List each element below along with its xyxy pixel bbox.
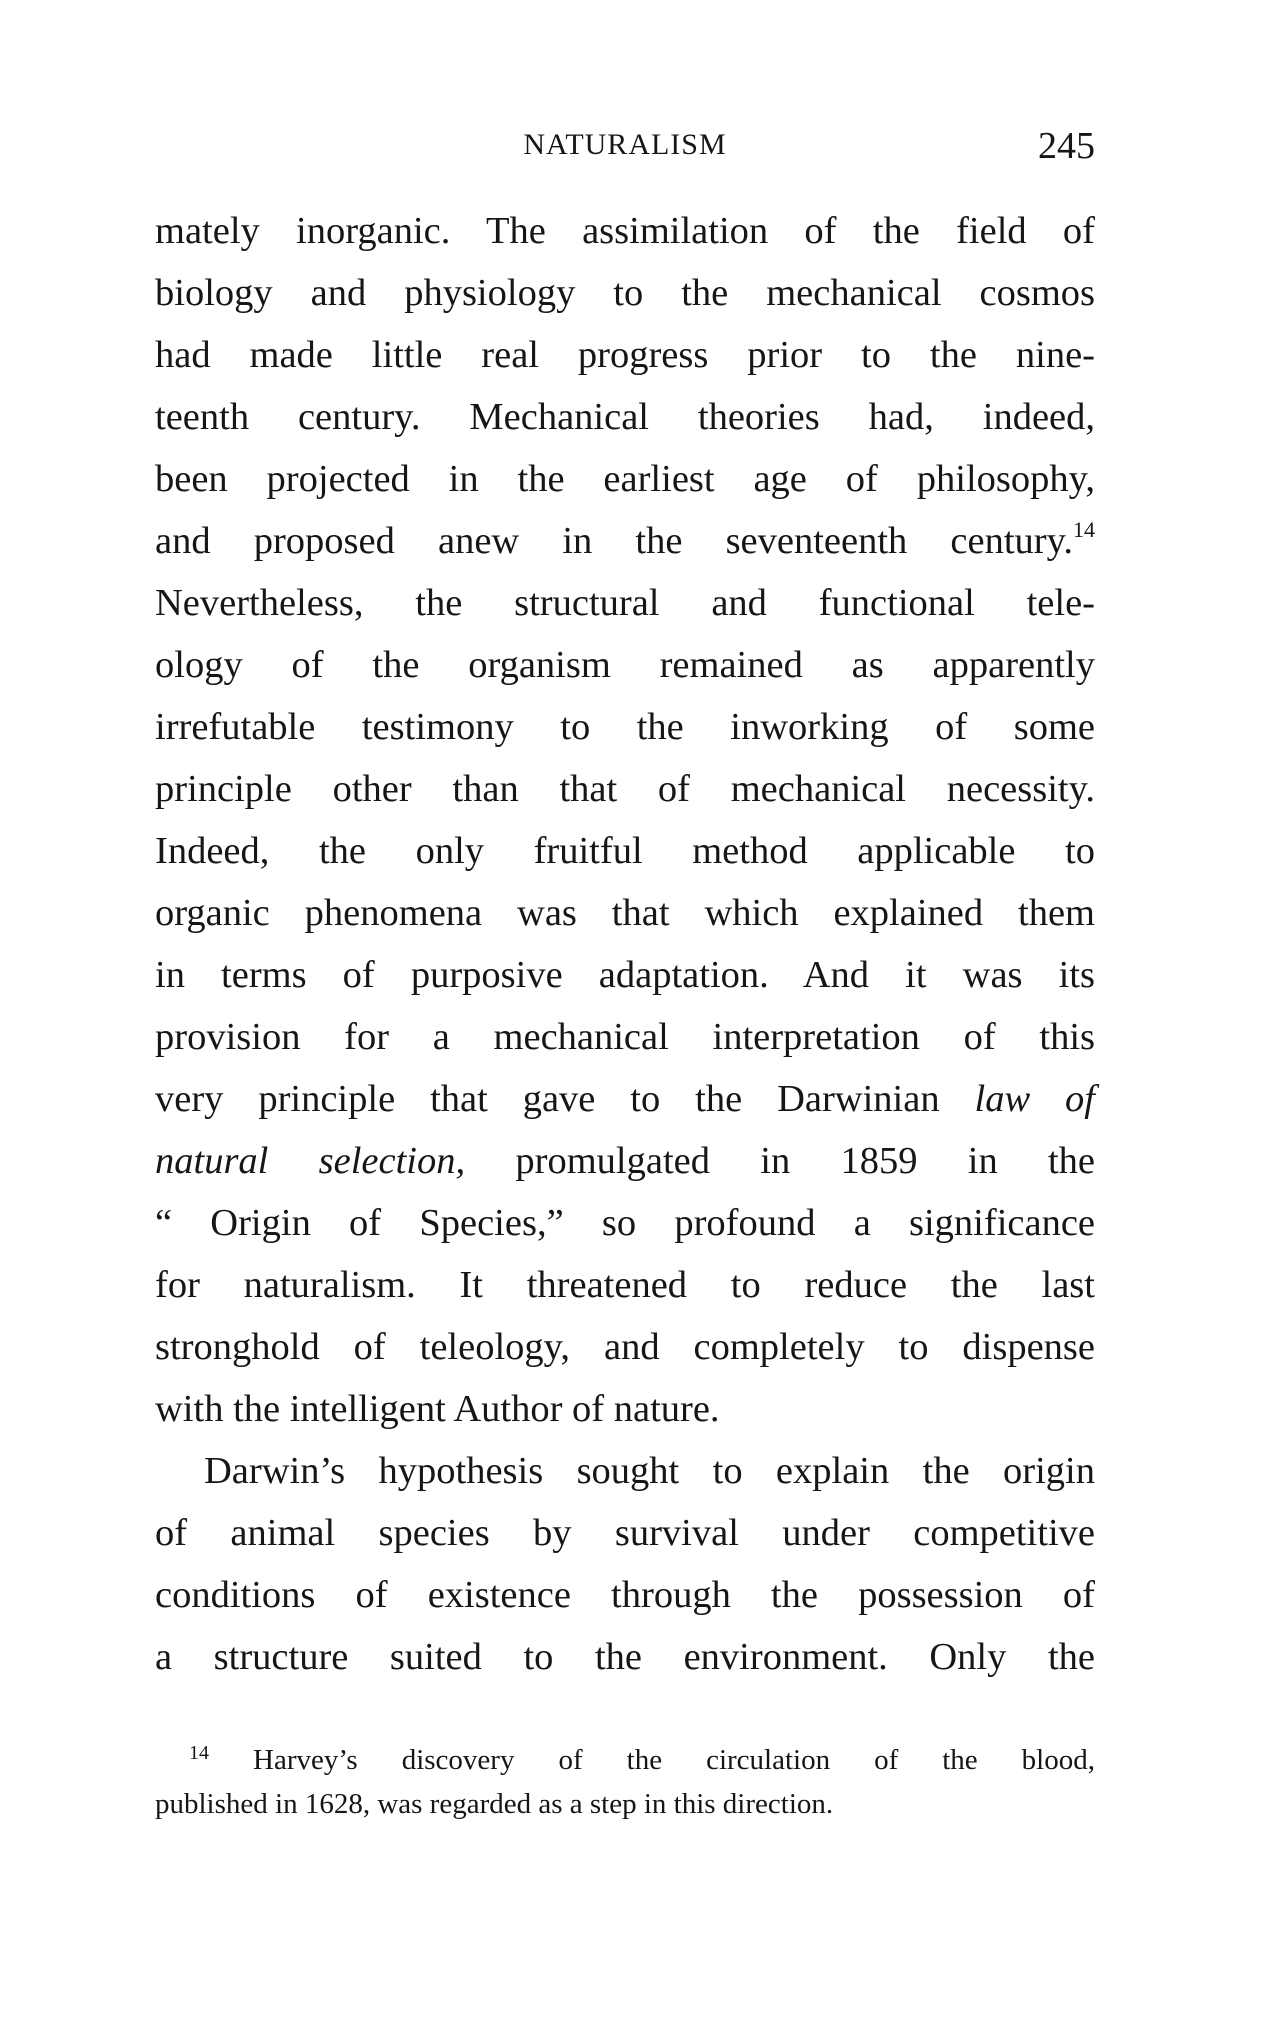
footnote-line xyxy=(155,1738,1095,1782)
text-line: ology of the organism remained as apparently xyxy=(155,644,1095,686)
text-line: conditions of existence through the possession of xyxy=(155,1574,1095,1616)
text-line: Indeed, the only fruitful method applicable to xyxy=(155,830,1095,872)
footnote-text: Harvey’s discovery of the circulation of the blood, xyxy=(253,1744,1095,1776)
italic-term: law of xyxy=(974,1078,1095,1120)
running-head xyxy=(155,125,1095,168)
text-line xyxy=(155,1068,1095,1130)
text-line xyxy=(155,510,1095,572)
text-line: a structure suited to the environment. Only the xyxy=(155,1636,1095,1678)
italic-term: natural selection, xyxy=(155,1140,466,1182)
running-title: NATURALISM xyxy=(523,128,727,161)
text-line: for naturalism. It threatened to reduce the last xyxy=(155,1264,1095,1306)
text-line: had made little real progress prior to the nine- xyxy=(155,334,1095,376)
page-number: 245 xyxy=(1038,125,1095,167)
text-line: stronghold of teleology, and completely to dispense xyxy=(155,1326,1095,1368)
text-line xyxy=(155,1130,1095,1192)
text-line: with the intelligent Author of nature. xyxy=(155,1388,720,1430)
text-line: provision for a mechanical interpretation of this xyxy=(155,1016,1095,1058)
text-line: teenth century. Mechanical theories had, indeed, xyxy=(155,396,1095,438)
footnote-line: published in 1628, was regarded as a step in this direction. xyxy=(155,1788,834,1820)
footnote xyxy=(155,1738,1095,1826)
text-line-content: very principle that gave to the Darwinian xyxy=(155,1078,975,1120)
text-line: principle other than that of mechanical necessity. xyxy=(155,768,1095,810)
footnote-mark: 14 xyxy=(189,1742,209,1764)
text-line: biology and physiology to the mechanical cosmos xyxy=(155,272,1095,314)
text-line-content: promulgated in 1859 in the xyxy=(465,1140,1096,1182)
text-line: Darwin’s hypothesis sought to explain the origin xyxy=(204,1450,1095,1492)
text-line-content: and proposed anew in the seventeenth century. xyxy=(155,520,1073,562)
text-line: irrefutable testimony to the inworking of some xyxy=(155,706,1095,748)
footnote-reference: 14 xyxy=(1073,517,1095,542)
text-line: mately inorganic. The assimilation of the field of xyxy=(155,210,1095,252)
text-line: been projected in the earliest age of philosophy, xyxy=(155,458,1095,500)
text-line: of animal species by survival under competitive xyxy=(155,1512,1095,1554)
text-line: in terms of purposive adaptation. And it was its xyxy=(155,954,1095,996)
body-text xyxy=(155,200,1095,1688)
text-line: Nevertheless, the structural and functional tele- xyxy=(155,582,1095,624)
text-line: “ Origin of Species,” so profound a significance xyxy=(155,1202,1095,1244)
text-line: organic phenomena was that which explained them xyxy=(155,892,1095,934)
